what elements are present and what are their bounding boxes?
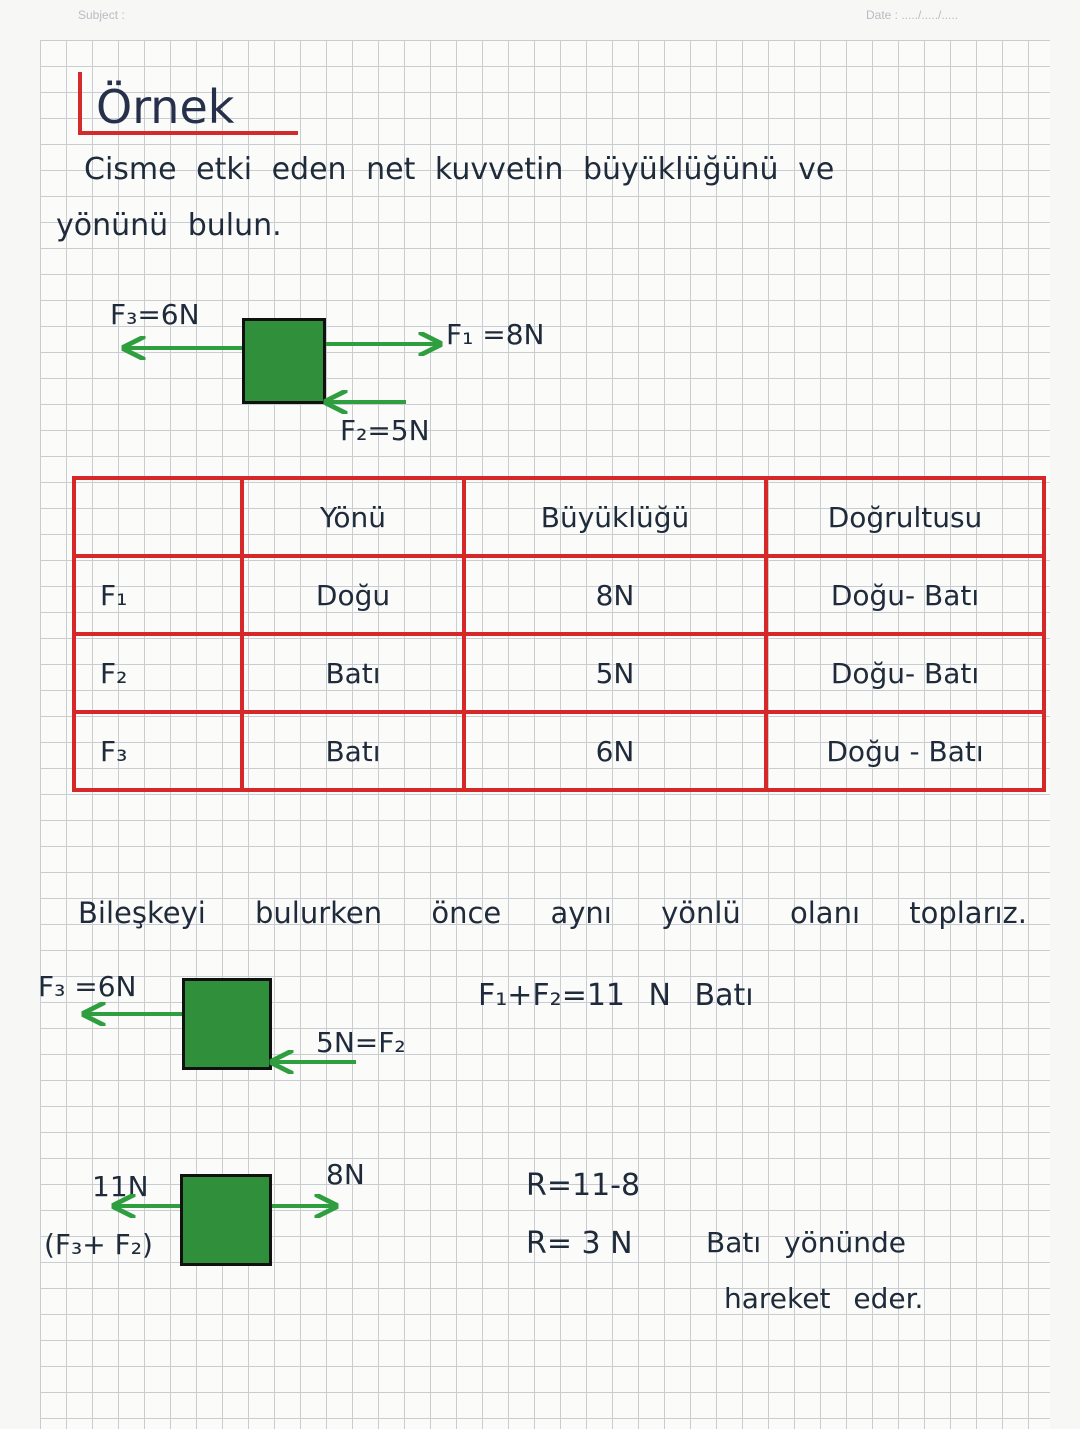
- table-cell: F₁: [74, 556, 242, 634]
- f2-label-2: 5N=F₂: [316, 1026, 406, 1059]
- explanation-text: Bileşkeyi bulurken önce aynı yönlü olanı toplarız.: [78, 896, 1027, 930]
- table-cell: F₂: [74, 634, 242, 712]
- table-cell: F₃: [74, 712, 242, 790]
- date-label: Date : ...../...../.....: [866, 8, 959, 22]
- title-mark: [78, 72, 82, 134]
- table-row: [74, 556, 1044, 634]
- subject-label: Subject :: [78, 8, 125, 22]
- table-row: [74, 712, 1044, 790]
- f3-label-2: F₃ =6N: [38, 970, 137, 1003]
- resultant-left-label: 11N: [92, 1170, 149, 1203]
- object-block-1: [242, 318, 326, 404]
- table-cell: 5N: [464, 634, 766, 712]
- f3-label-1: F₃=6N: [110, 298, 200, 331]
- direction-text-1: Batı yönünde: [706, 1226, 906, 1259]
- table-cell: Batı: [242, 712, 464, 790]
- direction-text-2: hareket eder.: [724, 1282, 924, 1315]
- table-header: [74, 478, 242, 556]
- table-header-row: [74, 478, 1044, 556]
- f1-label-1: F₁ =8N: [446, 318, 545, 351]
- table-header: Doğrultusu: [766, 478, 1044, 556]
- table-cell: Doğu: [242, 556, 464, 634]
- result-line-1: R=11-8: [526, 1168, 641, 1203]
- table-cell: Doğu- Batı: [766, 556, 1044, 634]
- table-cell: Doğu - Batı: [766, 712, 1044, 790]
- table-row: [74, 634, 1044, 712]
- table-cell: Batı: [242, 634, 464, 712]
- table-cell: 8N: [464, 556, 766, 634]
- table-header: Yönü: [242, 478, 464, 556]
- object-block-3: [180, 1174, 272, 1266]
- sum-text: F₁+F₂=11 N Batı: [478, 978, 754, 1013]
- table-cell: Doğu- Batı: [766, 634, 1044, 712]
- question-line-1: Cisme etki eden net kuvvetin büyüklüğünü ve: [84, 152, 835, 187]
- result-line-2: R= 3 N: [526, 1226, 633, 1261]
- resultant-right-label: 8N: [326, 1158, 365, 1191]
- table-cell: 6N: [464, 712, 766, 790]
- force-table: [72, 476, 1046, 792]
- question-line-2: yönünü bulun.: [56, 208, 282, 243]
- page-title: Örnek: [96, 80, 235, 134]
- f2-label-1: F₂=5N: [340, 414, 430, 447]
- object-block-2: [182, 978, 272, 1070]
- table-header: Büyüklüğü: [464, 478, 766, 556]
- resultant-left-sub: (F₃+ F₂): [44, 1228, 153, 1261]
